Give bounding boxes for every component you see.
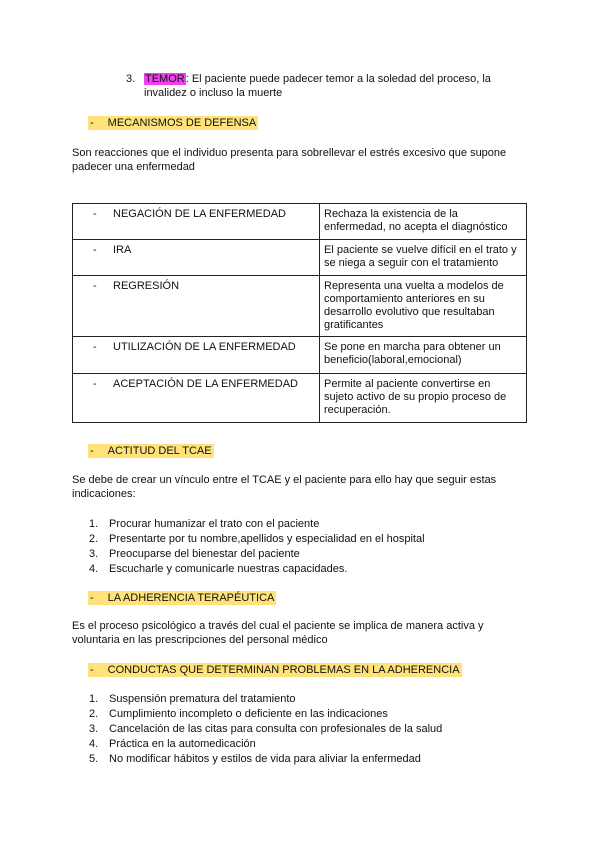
table-row [73, 204, 527, 240]
intro-item-number: 3. [126, 73, 136, 85]
heading-dash: - [90, 592, 94, 604]
row-dash: - [93, 378, 97, 390]
list-item: 2. Cumplimiento incompleto o deficiente en las indicaciones [89, 708, 388, 720]
intro-item [126, 72, 506, 100]
list-item: 1. Suspensión prematura del tratamiento [89, 693, 296, 705]
heading-adherencia-text: LA ADHERENCIA TERAPÉUTICA [107, 592, 275, 604]
list-item: 5. No modificar hábitos y estilos de vida para aliviar la enfermedad [89, 753, 421, 765]
table-cell-description: El paciente se vuelve difícil en el trato y se niega a seguir con el tratamiento [320, 240, 527, 276]
defense-table [72, 203, 527, 423]
heading-mecanismos-text: MECANISMOS DE DEFENSA [107, 117, 257, 129]
mechanism-name: UTILIZACIÓN DE LA ENFERMEDAD [113, 341, 296, 353]
heading-actitud [88, 444, 214, 458]
actitud-list [89, 517, 425, 577]
intro-item-description: : El paciente puede padecer temor a la soledad del proceso, la invalidez o incluso la muerte [144, 73, 491, 99]
mechanism-name: NEGACIÓN DE LA ENFERMEDAD [113, 208, 286, 220]
paragraph-actitud: Se debe de crear un vínculo entre el TCAE y el paciente para ello hay que seguir estas indicaciones: [72, 474, 497, 500]
table-cell-description: Representa una vuelta a modelos de comportamiento anteriores en su desarrollo evolutivo que resultaban gratificantes [320, 276, 527, 337]
heading-dash: - [90, 117, 94, 129]
paragraph-adherencia: Es el proceso psicológico a través del cual el paciente se implica de manera activa y voluntaria en las prescripciones del personal médico [72, 620, 484, 646]
table-cell-mechanism [73, 240, 320, 276]
table-cell-description: Se pone en marcha para obtener un beneficio(laboral,emocional) [320, 337, 527, 374]
list-item: 4. Escucharle y comunicarle nuestras capacidades. [89, 563, 348, 575]
row-dash: - [93, 280, 97, 292]
heading-conductas [88, 663, 462, 677]
list-item: 4. Práctica en la automedicación [89, 738, 256, 750]
table-row [73, 240, 527, 276]
intro-item-text [144, 72, 506, 100]
row-dash: - [93, 208, 97, 220]
table-cell-description: Permite al paciente convertirse en sujeto activo de su propio proceso de recuperación. [320, 374, 527, 423]
mechanism-name: IRA [113, 244, 132, 256]
table-row [73, 276, 527, 337]
table-cell-mechanism [73, 337, 320, 374]
list-item: 1. Procurar humanizar el trato con el paciente [89, 518, 320, 530]
conductas-list [89, 692, 442, 767]
mechanism-name: ACEPTACIÓN DE LA ENFERMEDAD [113, 378, 298, 390]
heading-dash: - [90, 445, 94, 457]
list-item: 2. Presentarte por tu nombre,apellidos y especialidad en el hospital [89, 533, 425, 545]
intro-item-term: TEMOR [145, 73, 185, 85]
heading-actitud-text: ACTITUD DEL TCAE [107, 445, 212, 457]
mechanism-name: REGRESIÓN [113, 280, 180, 292]
table-cell-description: Rechaza la existencia de la enfermedad, no acepta el diagnóstico [320, 204, 527, 240]
table-cell-mechanism [73, 204, 320, 240]
table-cell-mechanism [73, 374, 320, 423]
heading-mecanismos [88, 116, 258, 130]
list-item: 3. Cancelación de las citas para consulta con profesionales de la salud [89, 723, 443, 735]
table-row [73, 374, 527, 423]
table-row [73, 337, 527, 374]
row-dash: - [93, 244, 97, 256]
heading-dash: - [90, 664, 94, 676]
list-item: 3. Preocuparse del bienestar del paciente [89, 548, 300, 560]
paragraph-mecanismos: Son reacciones que el individuo presenta para sobrellevar el estrés excesivo que supone padecer una enfermedad [72, 147, 507, 173]
heading-conductas-text: CONDUCTAS QUE DETERMINAN PROBLEMAS EN LA ADHERENCIA [107, 664, 460, 676]
row-dash: - [93, 341, 97, 353]
table-cell-mechanism [73, 276, 320, 337]
heading-adherencia [88, 591, 276, 605]
